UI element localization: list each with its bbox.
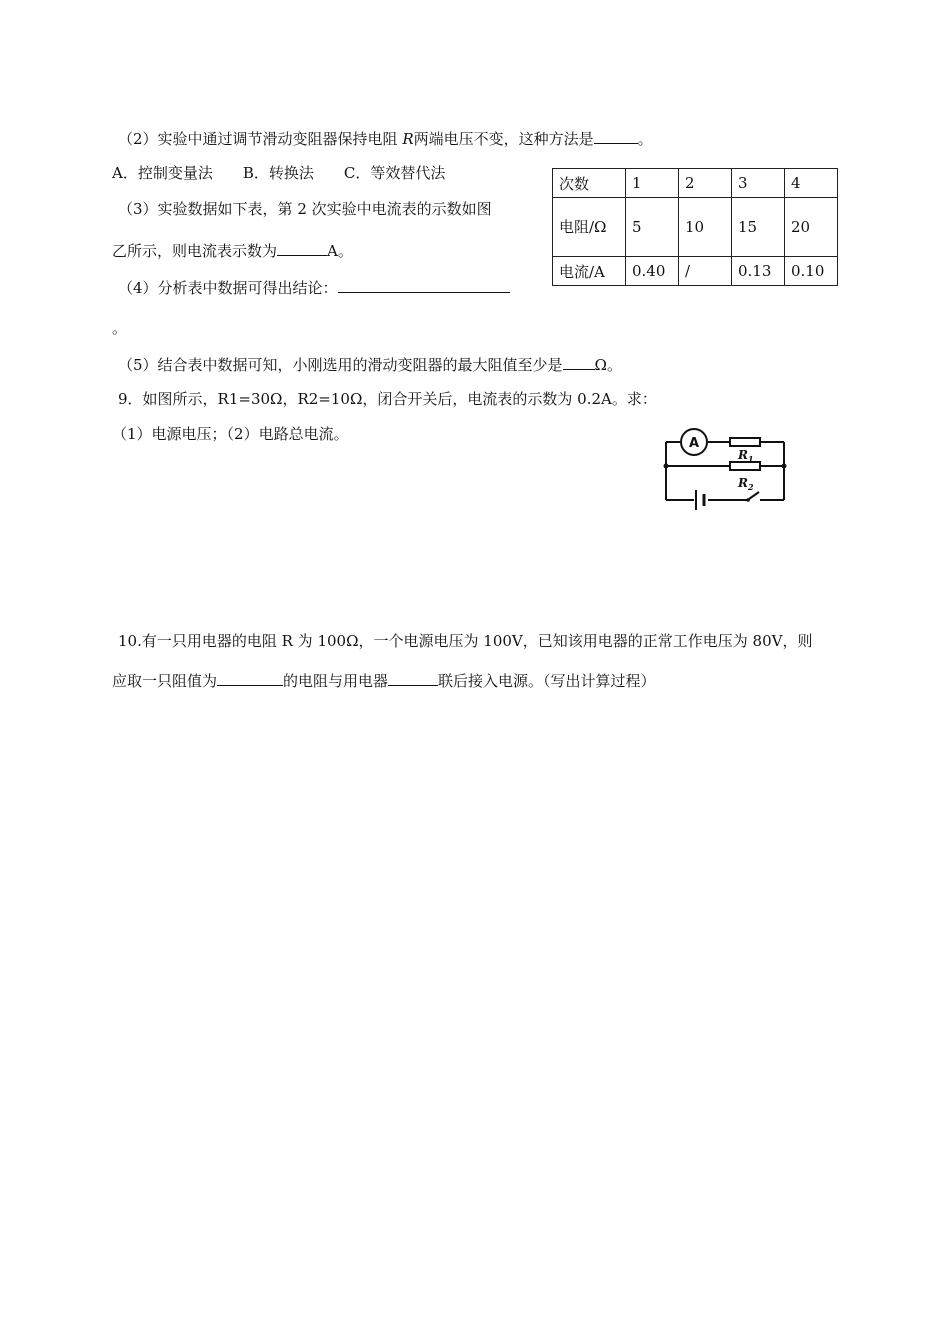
answer-blank[interactable] (594, 128, 638, 144)
q8-part2 (118, 128, 653, 149)
q8-part5-unit: Ω。 (594, 356, 622, 374)
table-cell: 2 (679, 169, 732, 198)
table-cell: / (679, 257, 732, 286)
table-cell: 15 (732, 198, 785, 257)
ammeter-label: A (688, 436, 700, 451)
answer-blank[interactable] (388, 670, 438, 686)
q8-part2-text: （2）实验中通过调节滑动变阻器保持电阻 (118, 130, 403, 148)
resistor-icon (730, 462, 760, 470)
table-cell: 1 (626, 169, 679, 198)
option-b: B．转换法 (242, 164, 314, 182)
answer-blank[interactable] (563, 354, 595, 370)
q8-options (112, 163, 445, 183)
q8-part4-end: 。 (112, 319, 128, 337)
q9-line2: （1）电源电压；（2）电路总电流。 (112, 425, 349, 443)
circuit-diagram (656, 424, 792, 516)
q8-part3-unit: A。 (327, 242, 353, 260)
q10-line1: 10.有一只用电器的电阻 R 为 100Ω，一个电源电压为 100V，已知该用电器的正常工作电压为 80V，则 (118, 632, 813, 650)
option-a: A．控制变量法 (112, 164, 213, 182)
table-cell: 0.13 (732, 257, 785, 286)
q8-part4 (118, 277, 510, 298)
q8-part5 (118, 354, 622, 375)
switch-icon (746, 492, 759, 502)
q10-line2 (112, 670, 656, 691)
data-table (552, 168, 838, 286)
q10-text-c: 联后接入电源。（写出计算过程） (438, 672, 656, 690)
answer-blank[interactable] (217, 670, 283, 686)
table-cell: 10 (679, 198, 732, 257)
table-cell: 20 (785, 198, 838, 257)
r2-label: $R_2$ (738, 476, 754, 492)
table-cell: 5 (626, 198, 679, 257)
r1-label: $R_1$ (738, 448, 754, 464)
q8-part5-text: （5）结合表中数据可知，小刚选用的滑动变阻器的最大阻值至少是 (118, 356, 563, 374)
table-cell: 电阻/Ω (553, 198, 626, 257)
table-cell: 0.40 (626, 257, 679, 286)
q8-part3-text: 乙所示，则电流表示数为 (112, 242, 278, 260)
answer-blank[interactable] (277, 240, 327, 256)
resistor-variable: R (402, 130, 414, 148)
table-cell: 0.10 (785, 257, 838, 286)
table-row (553, 257, 838, 286)
battery-icon (696, 490, 704, 510)
table-cell: 4 (785, 169, 838, 198)
table-cell: 次数 (553, 169, 626, 198)
junction-dot (664, 464, 669, 469)
q10-text-b: 的电阻与用电器 (283, 672, 389, 690)
junction-dot (782, 464, 787, 469)
option-c: C．等效替代法 (343, 164, 446, 182)
table-row (553, 198, 838, 257)
q8-part3-line2 (112, 240, 353, 261)
q8-part4-text: （4）分析表中数据可得出结论： (118, 279, 338, 297)
table-row (553, 169, 838, 198)
q8-part2-text-b: 两端电压不变，这种方法是 (413, 130, 594, 148)
q8-part2-end: 。 (637, 130, 653, 148)
q10-text: 应取一只阻值为 (112, 672, 218, 690)
resistor-icon (730, 438, 760, 446)
table-cell: 电流/A (553, 257, 626, 286)
q8-part3-line1: （3）实验数据如下表，第 2 次实验中电流表的示数如图 (118, 200, 492, 218)
q9-line1: 9．如图所示，R1=30Ω，R2=10Ω，闭合开关后，电流表的示数为 0.2A。求： (118, 390, 657, 408)
table-cell: 3 (732, 169, 785, 198)
answer-blank[interactable] (338, 277, 510, 293)
